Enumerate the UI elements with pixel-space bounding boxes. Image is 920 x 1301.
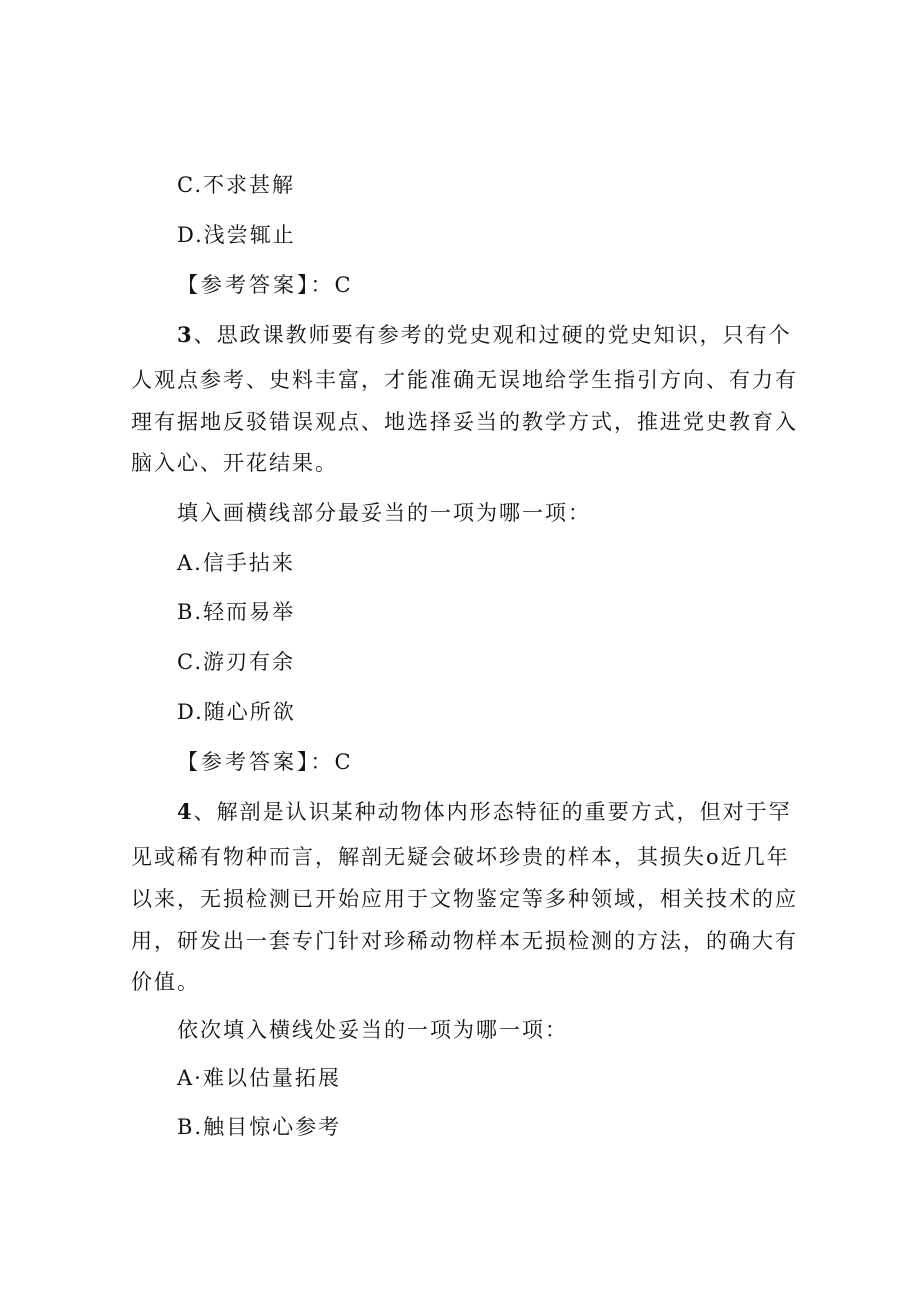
q4-number: 4 bbox=[177, 799, 194, 824]
q4-text-1: 、解剖是认识某种动物体内形态特征的重要方式，但对于罕 bbox=[193, 800, 792, 824]
q2-answer: 【参考答案】：C bbox=[177, 273, 354, 297]
q4-line-4: 用，研发出一套专门针对珍稀动物样本无损检测的方法，的确大有 bbox=[131, 929, 798, 953]
q4-line-2: 见或稀有物种而言，解剖无疑会破坏珍贵的样本，其损失o近几年 bbox=[131, 845, 790, 869]
q2-option-c: C.不求甚解 bbox=[177, 173, 295, 197]
q4-prompt: 依次填入横线处妥当的一项为哪一项： bbox=[177, 1018, 568, 1042]
q3-number: 3 bbox=[177, 322, 194, 347]
q4-line-1 bbox=[177, 797, 792, 827]
q3-line-1 bbox=[177, 320, 792, 350]
q3-option-b: B.轻而易举 bbox=[177, 600, 296, 624]
q4-line-3: 以来，无损检测已开始应用于文物鉴定等多种领域，相关技术的应 bbox=[131, 887, 798, 911]
q3-option-c: C.游刃有余 bbox=[177, 650, 295, 674]
q2-option-d: D.浅尝辄止 bbox=[177, 223, 296, 247]
q3-text-1: 、思政课教师要有参考的党史观和过硬的党史知识，只有个 bbox=[193, 323, 792, 347]
q4-option-a: A·难以估量拓展 bbox=[177, 1066, 341, 1090]
q3-option-d: D.随心所欲 bbox=[177, 700, 296, 724]
q3-answer: 【参考答案】：C bbox=[177, 750, 354, 774]
q3-prompt: 填入画横线部分最妥当的一项为哪一项： bbox=[177, 501, 591, 525]
q4-option-b: B.触目惊心参考 bbox=[177, 1115, 342, 1139]
q3-option-a: A.信手拈来 bbox=[177, 551, 295, 575]
q3-line-2: 人观点参考、史料丰富，才能准确无误地给学生指引方向、有力有 bbox=[131, 368, 798, 392]
q3-line-3: 理有据地反驳错误观点、地选择妥当的教学方式，推进党史教育入 bbox=[131, 410, 798, 434]
q4-line-5: 价值。 bbox=[131, 970, 200, 994]
q3-line-4: 脑入心、开花结果。 bbox=[131, 451, 338, 475]
